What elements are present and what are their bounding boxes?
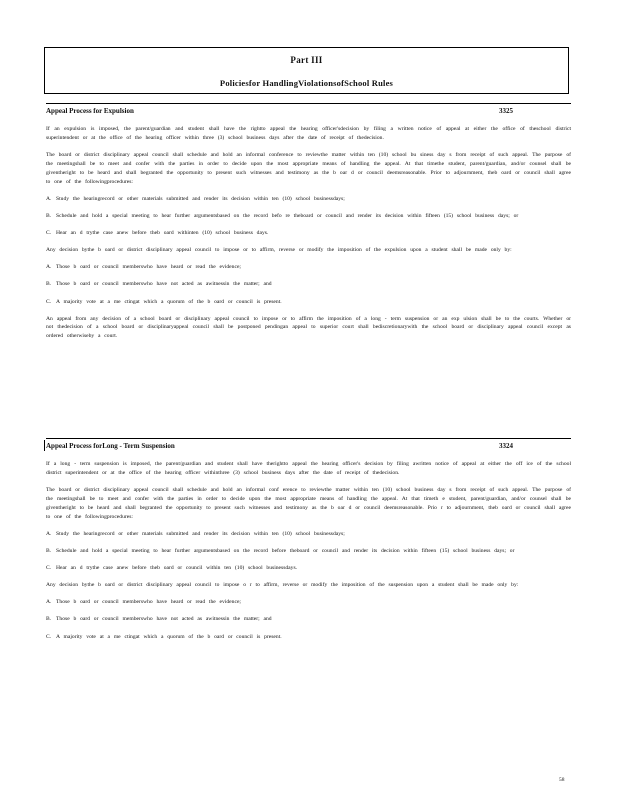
- page-number: 58: [559, 777, 565, 783]
- section-heading: [46, 103, 571, 117]
- paragraph: If a long - term suspension is imposed, the parent/guardian and student shall have therightto appeal the hearing officer's decision by filing awritten notice of appeal at either the off ice of the school district superintendent or at the office of the hearing officer withinthree (3) school business days after the date of receipt of thedecision.: [46, 461, 571, 476]
- part-heading: Part III: [290, 55, 323, 65]
- paragraph: Any decision bythe b oard or district disciplinary appeal council to impose or to affirm, reverse or modify the imposition of the expulsion upon a student shall be made only by:: [46, 247, 512, 254]
- paragraph: If an expulsion is imposed, the parent/guardian and student shall have the rightto appeal the hearing officer'sdecision by filing a written notice of appeal at either the office of theschool district superintendent or at the office of the hearing officer within three (3) school business days after the date of receipt of thedecision.: [46, 126, 571, 141]
- paragraph: An appeal from any decision of a school board or disciplinary appeal council to impose or to affirm the imposition of a long - term suspension or an exp ulsion shall be to the courts. Whether or not thedecision of a school board or disciplinaryappeal council shall be postponed pendingan appeal to superior court shall bediscretionarywith the school board or disciplinary appeal council except as ordered otherwiseby a court.: [46, 315, 571, 340]
- section-number: 3324: [499, 442, 513, 450]
- list-letter: C.: [46, 298, 52, 305]
- list-item: [46, 229, 571, 238]
- list-letter: A.: [46, 599, 52, 606]
- list-item: [46, 530, 571, 539]
- list-letter: A.: [46, 264, 52, 271]
- list-item-text: Study the hearingrecord or other materials submitted and render its decision within ten (10) school businessdays;: [56, 530, 345, 537]
- list-item: [46, 280, 571, 289]
- paragraph: The board or district disciplinary appeal council shall schedule and hold an informal conf erence to reviewthe matter within ten (10) school business day s from receipt of such appeal. The purpose of the meetingshall be to meet and confer with the parties in order to decide upon the most appropriate means of handling the appeal. At that timeth e student, parent/guardian, and/or counsel shall be giventheright to be heard and shall begranted the opportunity to present such witnesses and testimony as the b oar d or council deemsreasonable. Prio r to adjournment, theb oard or council shall agree to one of the followingprocedures:: [46, 486, 571, 520]
- paragraph: The board or district disciplinary appeal council shall schedule and hold an informal conference to reviewthe matter within ten (10) school bu siness day s from receipt of such appeal. The purpose of the meetingshall be to meet and confer with the parties in order to decide upon the most appropriate means of handling the appeal. At that timethe student, parent/guardian, and/or counsel shall be giventheright to be heard and shall begranted the opportunity to present such witnesses and testimony as the b oar d or council deemsreasonable. Prior to adjournment, theb oard or council shall agree to one of the followingprocedures:: [46, 151, 571, 185]
- list-item: [46, 547, 571, 556]
- list-item-text: Study the hearingrecord or other materials submitted and render its decision within ten (10) school businessdays;: [56, 195, 345, 202]
- part-title-box: [44, 47, 569, 94]
- list-item-text: Those b oard or council memberswho have not acted as awitnessin the matter; and: [56, 281, 272, 288]
- list-item-text: Those b oard or council memberswho have heard or read the evidence;: [56, 599, 241, 606]
- list-item: [46, 564, 571, 573]
- list-item: [46, 263, 571, 272]
- part-subtitle: Policiesfor HandlingViolationsofSchool Rules: [219, 78, 394, 88]
- list-letter: B.: [46, 281, 52, 288]
- list-letter: C.: [46, 565, 52, 572]
- list-item-text: Those b oard or council memberswho have heard or read the evidence;: [56, 264, 241, 271]
- list-letter: C.: [46, 633, 52, 640]
- list-letter: A.: [46, 195, 52, 202]
- section-number: 3325: [499, 107, 513, 115]
- list-item: [46, 598, 571, 607]
- list-item: [46, 298, 571, 307]
- list-item-text: A majority vote at a me ctingat which a quorum of the b oard or council is present.: [56, 633, 282, 640]
- section-title: Appeal Process for Expulsion: [46, 107, 134, 115]
- list-item-text: Hear an d trythe case anew before theb oard or council within ten (10) school businessdays.: [56, 565, 298, 572]
- list-item-text: Those b oard or council memberswho have not acted as awitnessin the matter; and: [56, 616, 272, 623]
- list-letter: C.: [46, 230, 52, 237]
- section-title: Appeal Process forLong - Term Suspension: [46, 442, 175, 450]
- list-item-text: Schedule and hold a special meeting to hear further argumentsbased on the record befo re theboard or council and render its decision within fifteen (15) school business days; or: [56, 212, 519, 219]
- list-letter: B.: [46, 547, 52, 554]
- section-long-term-suspension-appeal: [46, 438, 571, 642]
- list-item: [46, 195, 571, 204]
- list-letter: A.: [46, 530, 52, 537]
- paragraph: Any decision bythe b oard or district disciplinary appeal council to impose o r to affirm, reverse or modify the imposition of the suspension upon a student shall be made only by:: [46, 582, 519, 589]
- section-expulsion-appeal: [46, 103, 571, 341]
- list-item-text: Hear an d trythe case anew before theb oard withinten (10) school business days.: [56, 230, 269, 237]
- list-letter: B.: [46, 212, 52, 219]
- list-item-text: Schedule and hold a special meeting to hear further argumentsbased on the record before theboard or council and render its decision within fifteen (15) school business days; or: [56, 547, 515, 554]
- list-item: [46, 615, 571, 624]
- list-item: [46, 633, 571, 642]
- list-item-text: A majority vote at a me ctingat which a quorum of the b oard or council is present.: [56, 298, 282, 305]
- section-heading: [46, 438, 571, 452]
- list-item: [46, 212, 571, 221]
- list-letter: B.: [46, 616, 52, 623]
